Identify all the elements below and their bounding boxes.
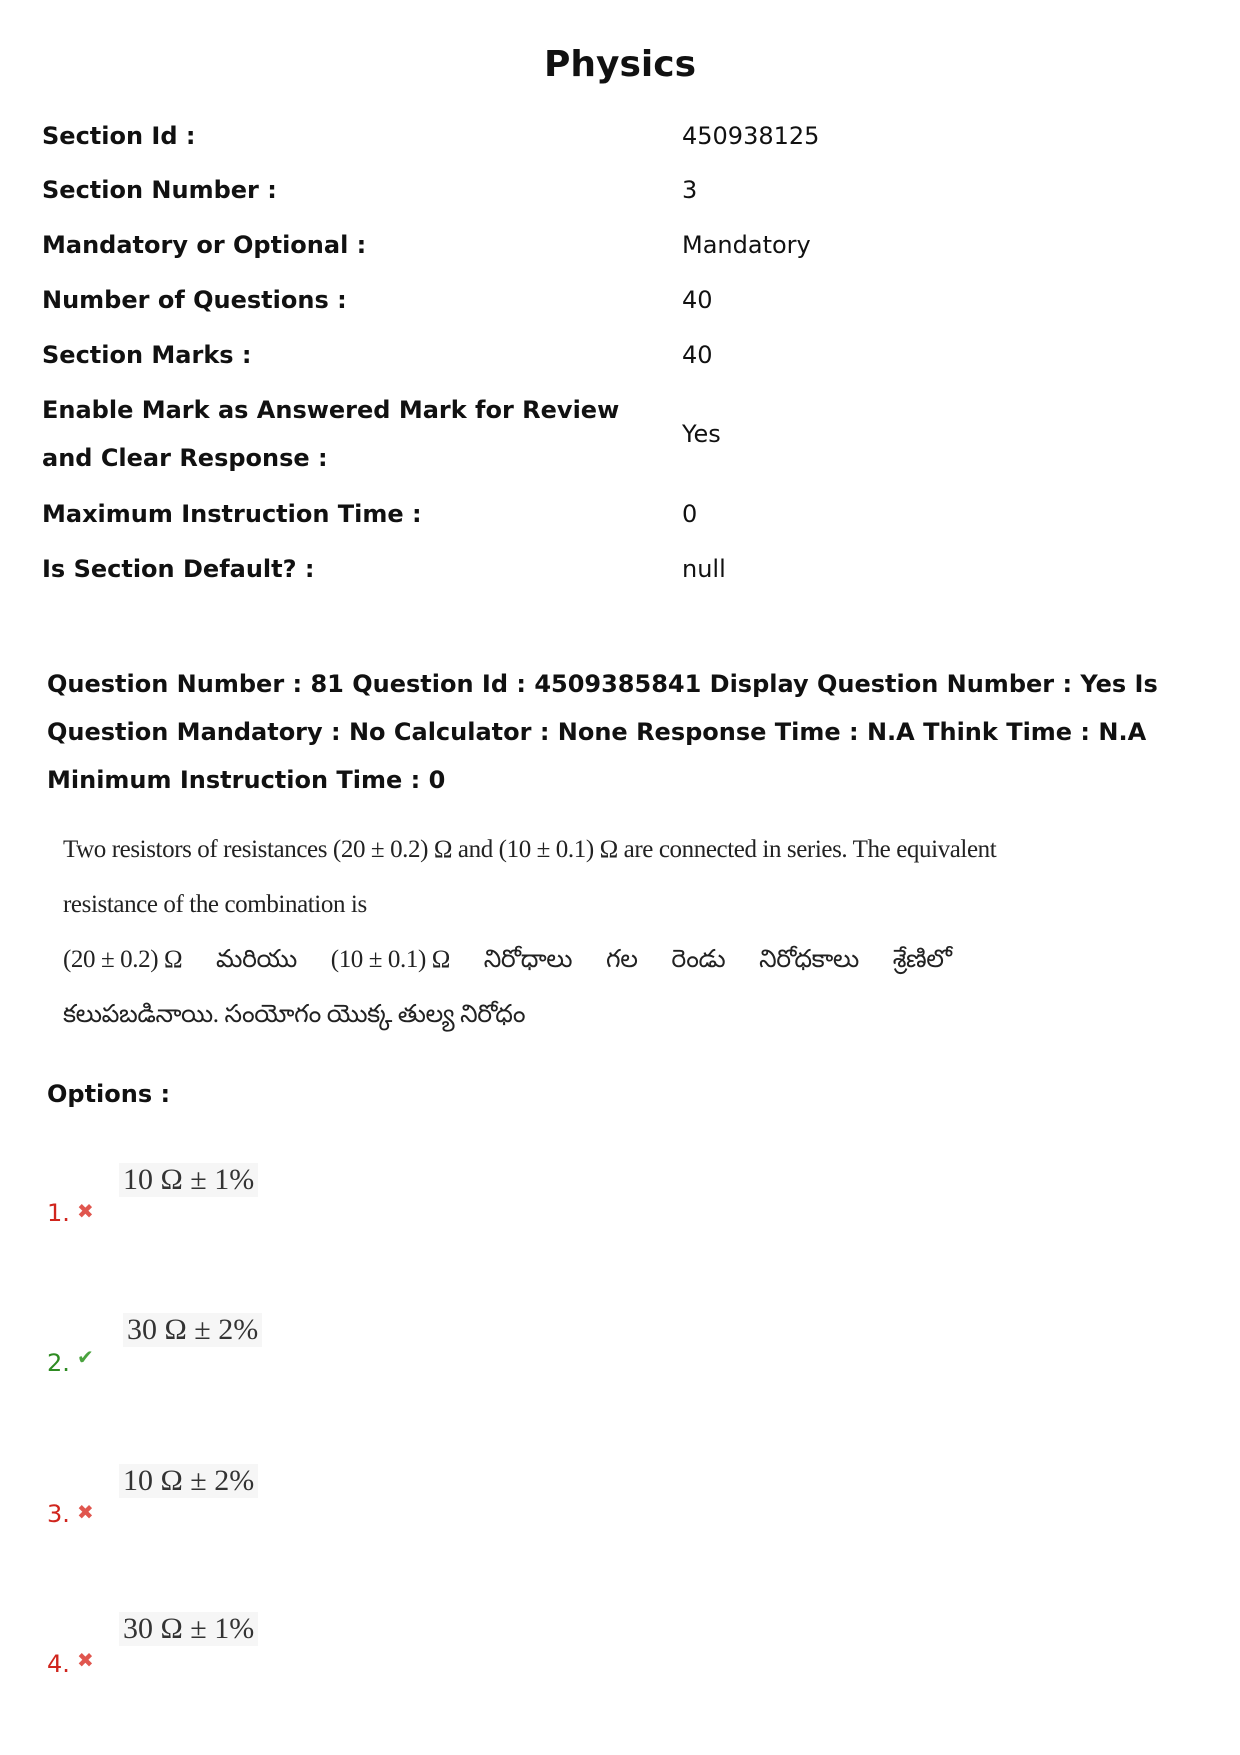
info-value: Mandatory: [682, 231, 811, 259]
info-label: Maximum Instruction Time :: [42, 500, 422, 528]
te-word: మరియు: [216, 946, 297, 973]
cross-icon: ✖: [77, 1648, 94, 1672]
info-value: 450938125: [682, 122, 820, 150]
option-value: 10 Ω ± 1%: [119, 1163, 258, 1197]
option-number: 3.: [47, 1500, 70, 1528]
te-resistance-2: (10 ± 0.1) Ω: [330, 946, 450, 973]
question-header: Question Number : 81 Question Id : 4509385841 Display Question Number : Yes Is Question Mandatory : No Calculator : None Response Time : N.A Think Time : N.A Minimum Instruction Time : 0: [47, 670, 1158, 794]
te-word: శ్రేణిలో: [892, 946, 952, 973]
te-word: రెండు: [671, 946, 726, 973]
info-label: Mandatory or Optional :: [42, 231, 367, 259]
options-label: Options :: [47, 1080, 171, 1108]
question-text-te-line2: కలుపబడినాయి. సంయోగం యొక్క తుల్య నిరోధం: [63, 1001, 526, 1028]
info-label: Section Number :: [42, 176, 277, 204]
option-value: 10 Ω ± 2%: [119, 1464, 258, 1498]
info-label: Number of Questions :: [42, 286, 347, 314]
option-number: 4.: [47, 1650, 70, 1678]
info-value: 40: [682, 341, 713, 369]
info-value: 40: [682, 286, 713, 314]
info-label: Is Section Default? :: [42, 555, 315, 583]
info-value: Yes: [682, 420, 721, 448]
info-value: 3: [682, 176, 698, 204]
te-word: గల: [606, 946, 638, 973]
te-word: నిరోధాలు: [483, 946, 573, 973]
info-label: Enable Mark as Answered Mark for Review and Clear Response :: [42, 396, 620, 472]
info-label: Section Id :: [42, 122, 196, 150]
question-text-en-line2: resistance of the combination is: [63, 891, 367, 918]
question-text-en-line1: Two resistors of resistances (20 ± 0.2) Ω and (10 ± 0.1) Ω are connected in series. The equivalent: [63, 836, 997, 863]
option-3: [47, 1464, 447, 1564]
option-value: 30 Ω ± 2%: [123, 1313, 262, 1347]
te-word: నిరోధకాలు: [759, 946, 859, 973]
te-resistance-1: (20 ± 0.2) Ω: [63, 946, 183, 973]
cross-icon: ✖: [77, 1199, 94, 1223]
question-text: [63, 822, 997, 1042]
option-2: [47, 1313, 447, 1413]
info-label: Section Marks :: [42, 341, 252, 369]
option-4: [47, 1612, 447, 1712]
option-value: 30 Ω ± 1%: [119, 1612, 258, 1646]
info-value: 0: [682, 500, 698, 528]
check-icon: ✔: [77, 1345, 94, 1369]
option-1: [47, 1163, 447, 1263]
option-number: 2.: [47, 1349, 70, 1377]
question-text-te-line1: [63, 932, 963, 987]
page-title: Physics: [543, 44, 696, 85]
info-value: null: [682, 555, 726, 583]
option-number: 1.: [47, 1199, 70, 1227]
cross-icon: ✖: [77, 1500, 94, 1524]
